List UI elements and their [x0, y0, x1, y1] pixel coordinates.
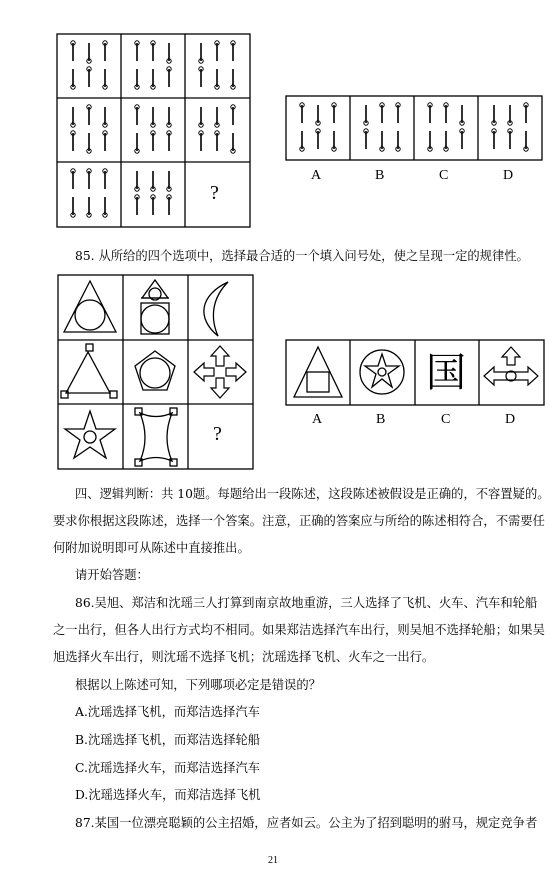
triangle-circle-figure — [64, 281, 116, 332]
section4-line-2: 要求你根据这段陈述，选择一个答案。注意，正确的答案应与所给的陈述相符合，不需要任 — [53, 514, 545, 528]
crescent-figure — [204, 282, 228, 336]
section4-line-3: 何附加说明即可从陈述中直接推出。 — [53, 541, 250, 555]
option-b-figure — [360, 350, 404, 394]
question-86-option-b[interactable]: B.沈瑶选择飞机，而郑洁选择轮船 — [75, 733, 261, 747]
question-86-line-2: 之一出行，但各人出行方式均不相同。如果郑洁选择汽车出行，则吴旭不选择轮船；如果吴 — [53, 623, 545, 637]
puzzle84-option-c-label: C — [439, 168, 449, 183]
question-85-text: 85. 从所给的四个选项中，选择最合适的一个填入问号处，使之呈现一定的规律性。 — [75, 249, 529, 263]
question-86-option-d[interactable]: D.沈瑶选择火车，而郑洁选择飞机 — [75, 788, 261, 802]
question-87-line-1: 87.某国一位漂亮聪颖的公主招婚，应者如云。公主为了招到聪明的驸马，规定竞争者 — [75, 816, 538, 830]
puzzle84-option-a-label: A — [311, 168, 322, 183]
option-c-guo-char: 国 — [426, 350, 466, 396]
puzzle84-option-d-label: D — [503, 168, 514, 183]
triangle-squares-figure — [61, 344, 117, 398]
puzzle85-option-b-label: B — [376, 412, 386, 427]
question-86-option-a[interactable]: A.沈瑶选择飞机，而郑洁选择汽车 — [75, 705, 260, 719]
option-a-figure — [294, 347, 342, 397]
option-d-figure — [484, 347, 538, 385]
pentagon-circle-figure — [135, 351, 175, 390]
page-number: 21 — [268, 855, 278, 866]
puzzle85-option-d-label: D — [505, 412, 516, 427]
question-86-line-1: 86.吴旭、郑洁和沈瑶三人打算到南京故地重游，三人选择了飞机、火车、汽车和轮船 — [75, 596, 538, 610]
puzzle84-option-b-label: B — [375, 168, 385, 183]
puzzle85-option-a-label: A — [312, 412, 323, 427]
puzzle85-question-mark: ? — [213, 423, 222, 445]
puzzle84-question-mark: ? — [210, 182, 219, 204]
concave-squares-figure — [135, 408, 177, 466]
house-circles-figure — [141, 280, 169, 334]
section4-start: 请开始答题： — [75, 568, 149, 582]
four-arrows-figure — [194, 346, 246, 398]
question-86-prompt: 根据以上陈述可知，下列哪项必定是错误的？ — [75, 678, 321, 692]
question-86-option-c[interactable]: C.沈瑶选择火车，而郑洁选择汽车 — [75, 761, 261, 775]
puzzle85-option-c-label: C — [441, 412, 451, 427]
question-86-line-3: 旭选择火车出行，则沈瑶不选择飞机；沈瑶选择飞机、火车之一出行。 — [53, 650, 435, 664]
section4-line-1: 四、逻辑判断：共 10题。每题给出一段陈述，这段陈述被假设是正确的，不容置疑的。 — [75, 487, 550, 501]
star-figure — [65, 411, 115, 458]
